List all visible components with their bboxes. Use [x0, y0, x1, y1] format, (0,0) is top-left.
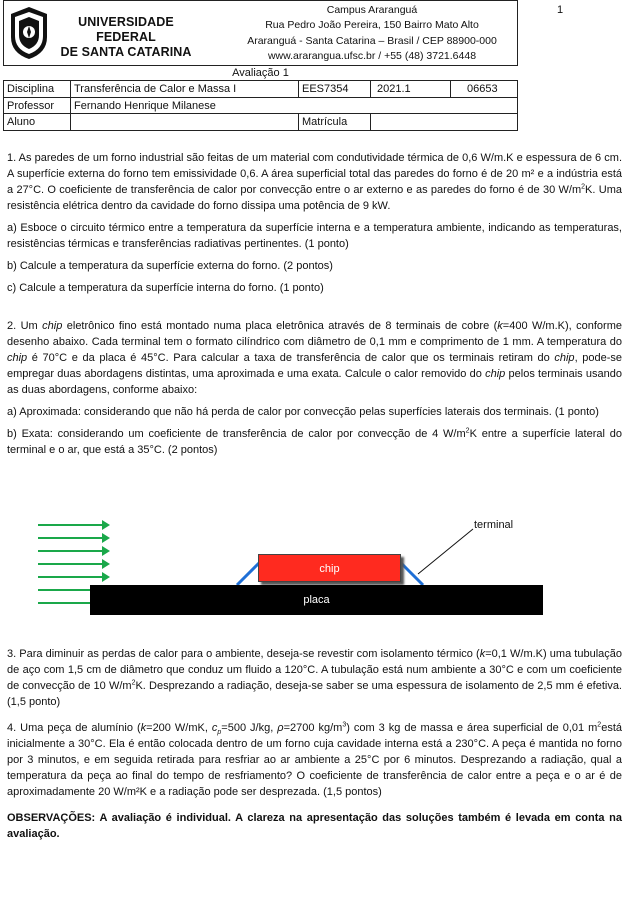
- semester: 2021.1: [371, 81, 451, 98]
- question-1-item-a: a) Esboce o circuito térmico entre a temperatura da superfície interna e a temperatura ambiente, indicando as temperaturas, resistências térmicas e transferências radiativas pertinentes. (1 ponto): [7, 222, 622, 250]
- chip: chip: [258, 554, 401, 582]
- ufsc-emblem-icon: [8, 5, 50, 61]
- university-logo: [8, 1, 196, 65]
- matricula-label: Matrícula: [299, 114, 371, 131]
- class-code: 06653: [451, 81, 518, 98]
- table-row: [4, 81, 518, 98]
- observations: OBSERVAÇÕES: A avaliação é individual. A clareza na apresentação das soluções também é levada em conta na avaliação.: [7, 812, 622, 840]
- question-4: 4. Uma peça de alumínio (k=200 W/mK, $c_p=500$ J/kg, ρ=2700 $kg/m^3$) com 3 kg de massa e área superficial de 0,01 $m^2está$ inicialmente a 30°C. Ela é então colocada dentro de um forno cuja cavidade interna está a 230°C. A peça é mantida no forno por 3 minutos, e em seguida retirada para resfriar ao ar ambiente a 25°C por 6 minutos. Desprezando a radiação, qual a temperatura da peça ao final do tempo de resfriamento? O coeficiente de transferência de calor entre a peça e o ar é de aproximadamente 20 W/m²K e a radiação pode ser desprezada. (1,5 pontos): [7, 721, 622, 798]
- terminal-pointer: [418, 529, 473, 574]
- university-line1: UNIVERSIDADE FEDERAL: [78, 15, 174, 44]
- evaluation-title: Avaliação 1: [232, 67, 289, 79]
- page-number: 1: [557, 4, 564, 16]
- campus-city: Araranguá - Santa Catarina – Brasil / CEP 88900-000: [247, 34, 497, 47]
- matricula-value: [371, 114, 518, 131]
- question-2-item-b: b) Exata: considerando um coeficiente de transferência de calor por convecção de 4 $W/m^2K$ entre a superfície lateral do terminal e o ar, que está a 35°C. (2 pontos): [7, 427, 622, 456]
- university-name: [56, 15, 196, 60]
- table-row: [4, 97, 518, 114]
- question-1: 1. As paredes de um forno industrial são feitas de um material com condutividade térmica de 0,6 W/m.K e espessura de 6 cm. A superfície externa do forno tem emissividade 0,6. A área superficial total das paredes do forno é de 20 m² e a indústria está a 27°C. O coeficiente de transferência de calor por convecção entre o ar externo e as paredes do forno é de 30 $W/m^2K$. Uma resistência elétrica dentro da cavidade do forno dissipa uma potência de 9 kW.: [7, 152, 622, 212]
- campus-name: Campus Araranguá: [326, 4, 418, 16]
- right-terminal: [400, 562, 423, 585]
- question-2-item-a: a) Aproximada: considerando que não há perda de calor por convecção pelas superfícies laterais dos terminais. (1 ponto): [7, 406, 599, 418]
- aluno-value: [71, 114, 299, 131]
- terminal-label: terminal: [474, 519, 514, 531]
- question-1-item-b: b) Calcule a temperatura da superfície externa do forno. (2 pontos): [7, 260, 333, 272]
- aluno-label: Aluno: [4, 114, 71, 131]
- professor-label: Professor: [4, 97, 71, 114]
- campus-contact: www.ararangua.ufsc.br / +55 (48) 3721.6448: [267, 49, 477, 62]
- campus-info: [226, 3, 518, 64]
- placa: placa: [90, 585, 543, 615]
- left-terminal: [237, 562, 260, 585]
- disciplina-label: Disciplina: [4, 81, 71, 98]
- question-1-item-c: c) Calcule a temperatura da superfície interna do forno. (1 ponto): [7, 282, 324, 294]
- university-line2: DE SANTA CATARINA: [60, 45, 192, 59]
- course-info-table: [3, 80, 518, 131]
- question-3: 3. Para diminuir as perdas de calor para o ambiente, deseja-se revestir com isolamento térmico (k=0,1 W/m.K) uma tubulação de aço com 1,5 cm de diâmetro que conduz um fluido a 120°C. A tubulação está num ambiente a 30°C e com um coeficiente de convecção de 10 $W/m^2K$. Desprezando a radiação, deseja-se saber se uma espessura de isolamento de 2,5 mm é efetiva. (1,5 ponto): [7, 648, 622, 708]
- exam-content: [7, 150, 622, 842]
- disciplina-value: Transferência de Calor e Massa I: [71, 81, 299, 98]
- question-2: 2. Um chip eletrônico fino está montado numa placa eletrônica através de 8 terminais de cobre (k=400 W/m.K), conforme desenho abaixo. Cada terminal tem o formato cilíndrico com diâmetro de 0,1 mm e comprimento de 1 mm. A temperatura do chip é 70°C e da placa é 45°C. Para calcular a taxa de transferência de calor que os terminais retiram do chip, pode-se empregar duas abordagens distintas, uma aproximada e uma exata. Calcule o calor removido do chip pelos terminais usando as duas abordagens, conforme abaixo:: [7, 320, 622, 396]
- professor-value: Fernando Henrique Milanese: [71, 97, 518, 114]
- campus-address: Rua Pedro João Pereira, 150 Bairro Mato Alto: [265, 19, 479, 32]
- chip-figure: [30, 512, 550, 622]
- table-row: [4, 114, 518, 131]
- course-code: EES7354: [299, 81, 371, 98]
- header-box: [3, 0, 518, 66]
